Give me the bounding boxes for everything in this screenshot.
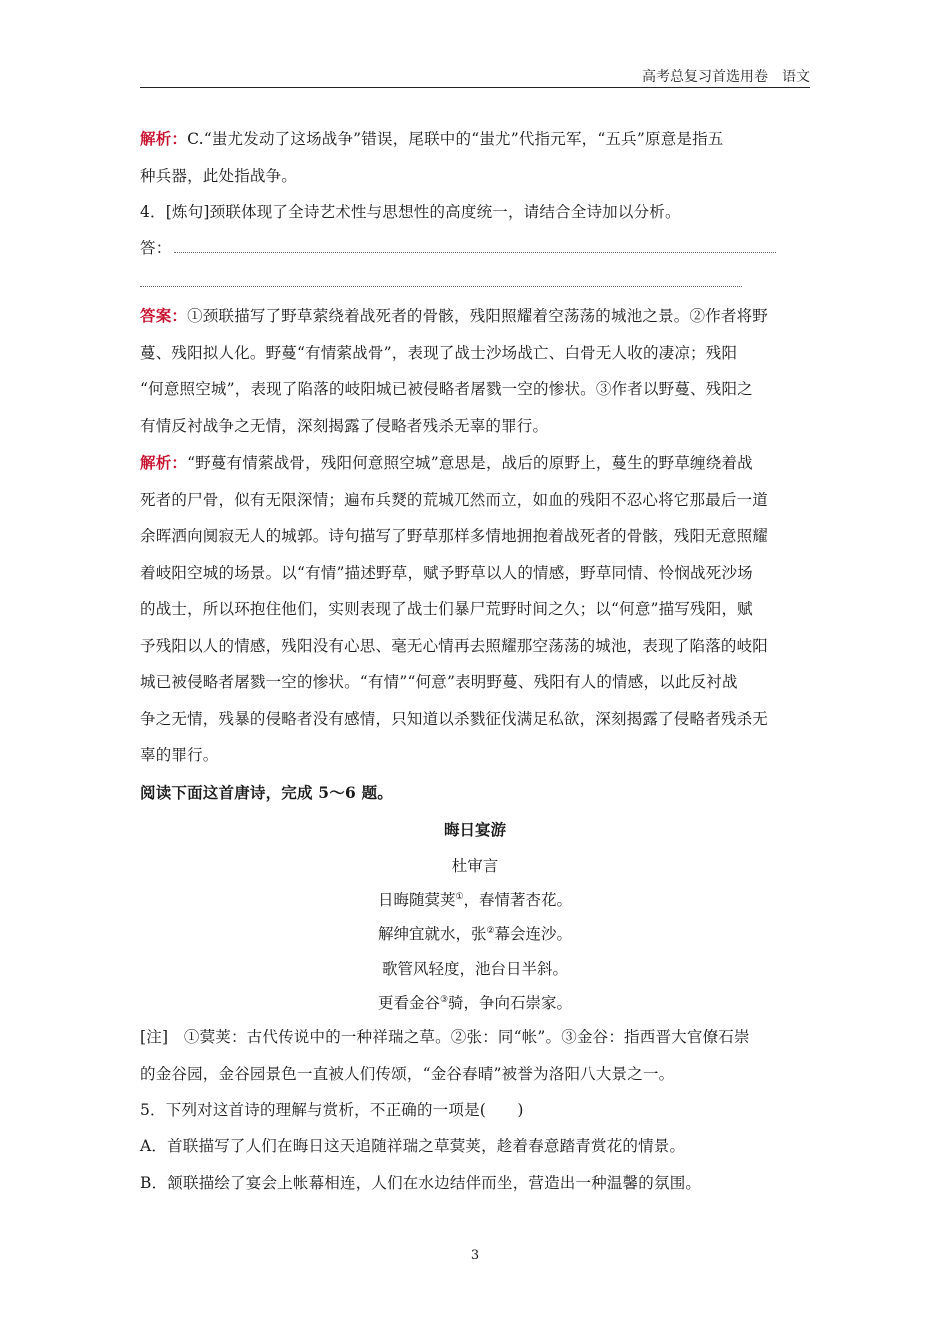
answer-key-label: 答案：: [140, 306, 188, 325]
footnote-marker: ①: [455, 891, 464, 902]
q3-analysis-line-1: 解析：C.“蚩尤发动了这场战争”错误，尾联中的“蚩尤”代指元军，“五兵”原意是指五: [140, 129, 724, 148]
q4-analysis-line-1: 解析：“野蔓有情萦战骨，残阳何意照空城”意思是，战后的原野上，蔓生的野草缠绕着战: [140, 453, 753, 472]
option-b[interactable]: B．颔联描绘了宴会上帐幕相连，人们在水边结伴而坐，营造出一种温馨的氛围。: [140, 1174, 702, 1192]
q4-answer-line-4: 有情反衬战争之无情，深刻揭露了侵略者残杀无辜的罪行。: [140, 417, 549, 435]
poem-author: 杜审言: [451, 857, 499, 875]
question-5: 5．下列对这首诗的理解与赏析，不正确的一项是( ): [140, 1101, 524, 1119]
q3-analysis-line-2: 种兵器，此处指战争。: [140, 167, 298, 185]
q4-answer-line-2: 蔓、残阳拟人化。野蔓“有情萦战骨”，表现了战士沙场战亡、白骨无人收的凄凉；残阳: [140, 344, 738, 362]
page-number: 3: [470, 1248, 480, 1263]
q4-answer-line-3: “何意照空城”，表现了陷落的岐阳城已被侵略者屠戮一空的惨状。③作者以野蔓、残阳之: [140, 380, 753, 398]
header-rule: [140, 87, 810, 88]
q4-analysis-line-4: 着岐阳空城的场景。以“有情”描述野草，赋予野草以人的情感，野草同情、怜悯战死沙场: [140, 564, 753, 582]
footnote-marker: ②: [486, 925, 495, 936]
q4-analysis-line-7: 城已被侵略者屠戮一空的惨状。“有情”“何意”表明野蔓、残阳有人的情感，以此反衬战: [140, 673, 738, 691]
question-tag: [炼句]: [165, 203, 210, 221]
q4-analysis-line-8: 争之无情，残暴的侵略者没有感情，只知道以杀戮征伐满足私欲，深刻揭露了侵略者残杀无: [140, 710, 769, 728]
poem-line-2: 解绅宜就水，张②幕会连沙。: [377, 925, 573, 943]
running-header: 高考总复习首选用卷 语文: [642, 69, 810, 85]
answer-line-1[interactable]: [174, 252, 776, 253]
option-a[interactable]: A．首联描写了人们在晦日这天追随祥瑞之草蓂荚，趁着春意踏青赏花的情景。: [140, 1137, 686, 1155]
answer-line-2[interactable]: [140, 286, 742, 287]
poem-line-1: 日晦随蓂荚①，春情著杏花。: [377, 891, 573, 909]
poem-title: 晦日宴游: [443, 820, 506, 839]
q4-analysis-line-9: 辜的罪行。: [140, 746, 219, 764]
q4-analysis-line-2: 死者的尸骨，似有无限深情；遍布兵燹的荒城兀然而立，如血的残阳不忍心将它那最后一道: [140, 491, 769, 509]
poem-note-line-2: 的金谷园，金谷园景色一直被人们传颂，“金谷春晴”被誉为洛阳八大景之一。: [140, 1065, 675, 1083]
q4-analysis-line-5: 的战士，所以环抱住他们，实则表现了战士们暴尸荒野时间之久；以“何意”描写残阳，赋: [140, 600, 753, 618]
footnote-marker: ③: [439, 994, 449, 1005]
q4-analysis-line-3: 余晖洒向阒寂无人的城郭。诗句描写了野草那样多情地拥抱着战死者的骨骸，残阳无意照耀: [140, 527, 769, 545]
question-4: 4．[炼句]颈联体现了全诗艺术性与思想性的高度统一，请结合全诗加以分析。: [140, 203, 681, 221]
reading-instruction: 阅读下面这首唐诗，完成 5～6 题。: [140, 783, 393, 802]
answer-label: 答：: [140, 239, 172, 257]
analysis-label: 解析：: [140, 129, 188, 148]
q4-analysis-line-6: 予残阳以人的情感，残阳没有心思、毫无心情再去照耀那空荡荡的城池，表现了陷落的岐阳: [140, 637, 769, 655]
poem-note-line-1: [注] ①蓂荚：古代传说中的一种祥瑞之草。②张：同“帐”。③金谷：指西晋大官僚石崇: [140, 1028, 750, 1046]
analysis-label: 解析：: [140, 453, 188, 472]
poem-line-3: 歌管风轻度，池台日半斜。: [381, 960, 568, 978]
poem-line-4: 更看金谷③骑，争向石崇家。: [377, 994, 573, 1012]
q4-answer-line-1: 答案：①颈联描写了野草萦绕着战死者的骨骸，残阳照耀着空荡荡的城池之景。②作者将野: [140, 306, 769, 325]
